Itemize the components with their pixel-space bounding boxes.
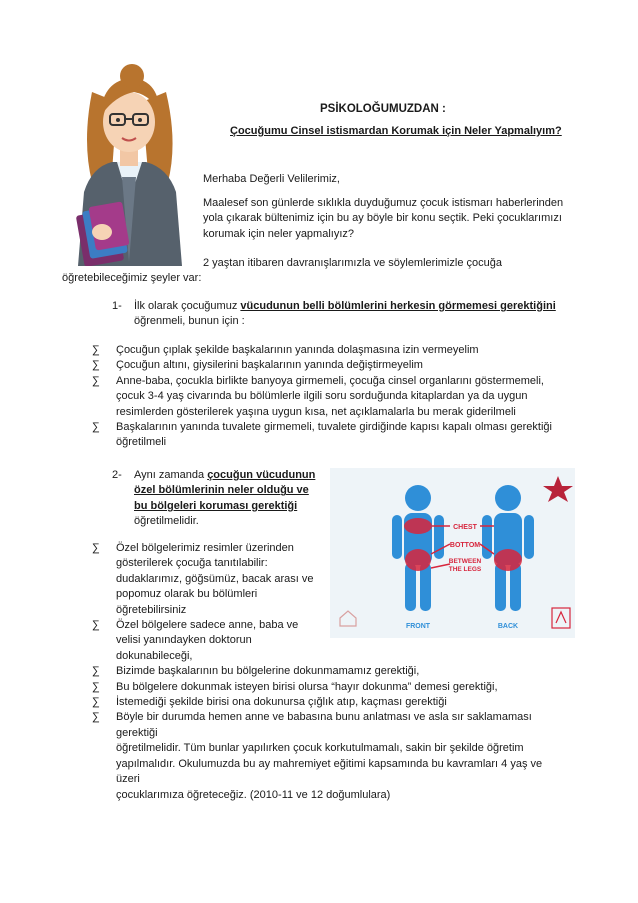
list-item bbox=[92, 358, 556, 373]
label-front: FRONT bbox=[405, 623, 431, 630]
label-between: BETWEEN bbox=[448, 558, 482, 565]
bullet-line: Çocuğun altını, giysilerini başkalarının yanında değiştirmeyelim bbox=[116, 359, 423, 372]
bullet-line: Bizimde başkalarının bu bölgelerine dokunmamamız gerektiği, bbox=[116, 665, 420, 678]
bullet-text bbox=[116, 343, 556, 358]
bullet-line: Başkalarının yanında tuvalete girmemeli, tuvalete girdiğinde kapısı kapalı olması gerektiği bbox=[116, 421, 552, 434]
bullet-icon: ∑ bbox=[92, 374, 100, 387]
bullet-icon: ∑ bbox=[92, 696, 100, 709]
intro-p1-line: korumak için neler yapmalıyız? bbox=[203, 227, 355, 240]
label-the-legs: THE LEGS bbox=[448, 566, 482, 573]
intro-p1-line: yola çıkarak bültenimiz için bu ay böyle bir konu seçtik. Peki çocuklarımızı bbox=[203, 212, 562, 225]
list-item bbox=[92, 343, 556, 358]
list-item bbox=[92, 680, 556, 695]
intro-p2-line: 2 yaştan itibaren davranışlarımızla ve söylemlerimizle çocuğa bbox=[203, 257, 502, 269]
bullet-text bbox=[116, 710, 556, 802]
section-number: 2- bbox=[112, 469, 122, 481]
bullet-text bbox=[116, 618, 556, 664]
greeting: Merhaba Değerli Velilerimiz, bbox=[203, 173, 340, 185]
section1-pre: İlk olarak çocuğumuz bbox=[134, 300, 241, 312]
section2-pre: Aynı zamanda bbox=[134, 469, 208, 481]
section2-heading bbox=[134, 468, 334, 530]
bullet-icon: ∑ bbox=[92, 665, 100, 678]
bullet-line: popomuz olarak bu bölümleri bbox=[116, 588, 258, 601]
list-item bbox=[92, 710, 556, 802]
bullet-line: Çocuğun çıplak şekilde başkalarının yanında dolaşmasına izin vermeyelim bbox=[116, 344, 479, 356]
list-item bbox=[92, 618, 556, 664]
bullet-line: çocuk 3-4 yaş civarında bu bölümlerle ilgili soru sorduğunda kitaplardan ya da uygun bbox=[116, 390, 528, 403]
list-item bbox=[92, 541, 556, 618]
bullet-text bbox=[116, 695, 556, 710]
section2-emphasis: çocuğun vücudunun bbox=[207, 469, 316, 481]
bullet-line: öğretebilirsiniz bbox=[116, 603, 187, 616]
teacher-illustration bbox=[62, 62, 196, 266]
bullet-icon: ∑ bbox=[92, 619, 100, 632]
label-bottom: BOTTOM bbox=[449, 542, 481, 549]
list-item bbox=[92, 420, 556, 451]
bullet-icon: ∑ bbox=[92, 542, 100, 554]
bullet-icon: ∑ bbox=[92, 421, 100, 434]
bullet-line: Özel bölgelere sadece anne, baba ve bbox=[116, 619, 299, 632]
section2-post: öğretilmelidir. bbox=[134, 515, 199, 528]
bullet-list-1 bbox=[92, 343, 556, 451]
bullet-list-2 bbox=[92, 541, 556, 803]
intro-paragraph-1 bbox=[203, 196, 603, 242]
bullet-line: Bu bölgelere dokunmak isteyen birisi olursa “hayır dokunma” demesi gerektiği, bbox=[116, 680, 498, 693]
bullet-text bbox=[116, 420, 556, 451]
list-item bbox=[92, 695, 556, 710]
bullet-line: Böyle bir durumda hemen anne ve babasına bunu anlatması ve asla sır saklamaması gerektiği bbox=[116, 711, 532, 739]
list-item bbox=[92, 664, 556, 679]
bullet-text bbox=[116, 374, 556, 420]
bullet-icon: ∑ bbox=[92, 711, 100, 724]
section1-heading bbox=[134, 299, 574, 314]
list-item bbox=[92, 374, 556, 420]
bullet-line: yapılmalıdır. Okulumuzda bu ay mahremiyet eğitimi kapsamında bu kavramları 4 yaş ve üzeri bbox=[116, 757, 543, 786]
label-chest: CHEST bbox=[453, 524, 477, 531]
bullet-line: dokunabileceği, bbox=[116, 649, 193, 662]
bullet-line: öğretilmeli bbox=[116, 436, 167, 449]
bullet-text bbox=[116, 680, 556, 695]
bullet-line: Anne-baba, çocukla birlikte banyoya girmemeli, çocuğa cinsel organlarını göstermemeli, bbox=[116, 374, 544, 387]
section2-emphasis: özel bölümlerinin neler olduğu ve bbox=[134, 484, 309, 497]
bullet-icon: ∑ bbox=[92, 359, 100, 372]
intro-p1-line: Maalesef son günlerde sıklıkla duyduğumuz çocuk istismarı haberlerinden bbox=[203, 197, 564, 209]
label-back: BACK bbox=[497, 623, 519, 630]
bullet-icon: ∑ bbox=[92, 680, 100, 693]
bullet-line: öğretilmelidir. Tüm bunlar yapılırken çocuk korkutulmamalı, sakin bir şekilde öğretim bbox=[116, 742, 524, 755]
bullet-line: dudaklarımız, göğsümüz, bacak arası ve bbox=[116, 572, 314, 585]
section2-emphasis: bu bölgeleri koruması gerektiği bbox=[134, 499, 298, 512]
bullet-line: resimlerden gösterilerek yaşına uygun kısa, net açıklamalarla bu merak giderilmeli bbox=[116, 405, 516, 418]
bullet-line: çocuklarımıza öğreteceğiz. (2010-11 ve 12 doğumlulara) bbox=[116, 788, 391, 801]
page-title: PSİKOLOĞUMUZDAN : bbox=[320, 103, 446, 115]
bullet-line: İstemediği şekilde birisi ona dokunursa çığlık atıp, kaçması gerektiği bbox=[116, 696, 447, 709]
intro-p2-line: öğretebileceğimiz şeyler var: bbox=[62, 272, 202, 284]
section-number: 1- bbox=[112, 300, 122, 312]
bullet-line: gösterilerek çocuğa tanıtılabilir: bbox=[116, 557, 268, 570]
bullet-line: Özel bölgelerimiz resimler üzerinden bbox=[116, 542, 294, 554]
bullet-line: velisi yanındayken doktorun bbox=[116, 634, 252, 647]
bullet-icon: ∑ bbox=[92, 344, 100, 356]
section1-emphasis: vücudunun belli bölümlerini herkesin görmemesi gerektiğini bbox=[240, 300, 556, 312]
section1-post: öğrenmeli, bunun için : bbox=[134, 315, 245, 327]
page-subtitle: Çocuğumu Cinsel istismardan Korumak için Neler Yapmalıyım? bbox=[230, 125, 562, 137]
bullet-text bbox=[116, 541, 556, 618]
bullet-text bbox=[116, 358, 556, 373]
bullet-text bbox=[116, 664, 556, 679]
